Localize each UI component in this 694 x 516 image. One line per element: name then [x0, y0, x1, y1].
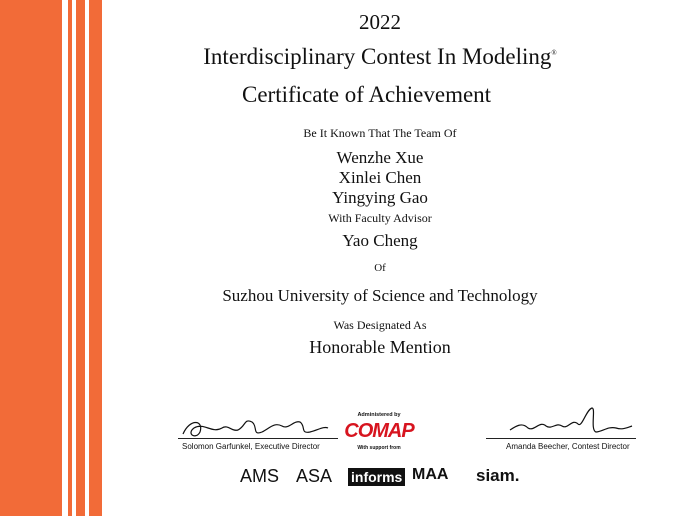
registered-mark: ® — [551, 49, 557, 57]
team-member: Yingying Gao — [332, 188, 428, 207]
signature-scribble — [486, 404, 636, 438]
advisor-label: With Faculty Advisor — [328, 211, 432, 225]
signatory-name: Solomon Garfunkel, Executive Director — [182, 442, 320, 451]
stripe — [76, 0, 85, 516]
decorative-stripes — [0, 0, 110, 516]
team-member: Wenzhe Xue — [336, 148, 424, 167]
stripe — [68, 0, 72, 516]
maa-logo: MAA — [412, 466, 449, 483]
signature-line — [486, 438, 636, 439]
of-label: Of — [374, 262, 386, 274]
designation-label: Was Designated As — [333, 318, 427, 332]
signatory-name: Amanda Beecher, Contest Director — [506, 442, 630, 451]
stripe — [89, 0, 102, 516]
institution-name: Suzhou University of Science and Technology — [222, 286, 538, 305]
comap-block — [344, 412, 414, 451]
administered-by-label: Administered by — [357, 412, 401, 418]
certificate-year: 2022 — [359, 10, 401, 34]
contest-director-signature — [486, 404, 636, 451]
comap-logo: COMAP — [344, 420, 414, 442]
certificate-title: Certificate of Achievement — [242, 82, 492, 107]
support-label: With support from — [357, 445, 401, 451]
contest-name-text: Interdisciplinary Contest In Modeling — [203, 44, 552, 69]
siam-logo: siam. — [476, 466, 520, 485]
informs-logo: informs — [348, 468, 405, 486]
ams-logo: AMS — [240, 466, 280, 486]
asa-logo: ASA — [296, 466, 333, 486]
award-name: Honorable Mention — [309, 337, 451, 357]
team-intro-line: Be It Known That The Team Of — [303, 126, 457, 140]
advisor-name: Yao Cheng — [342, 231, 418, 250]
team-member: Xinlei Chen — [338, 168, 422, 187]
signature-line — [178, 438, 338, 439]
stripe — [0, 0, 62, 516]
contest-name — [120, 44, 640, 70]
executive-director-signature — [178, 412, 338, 451]
